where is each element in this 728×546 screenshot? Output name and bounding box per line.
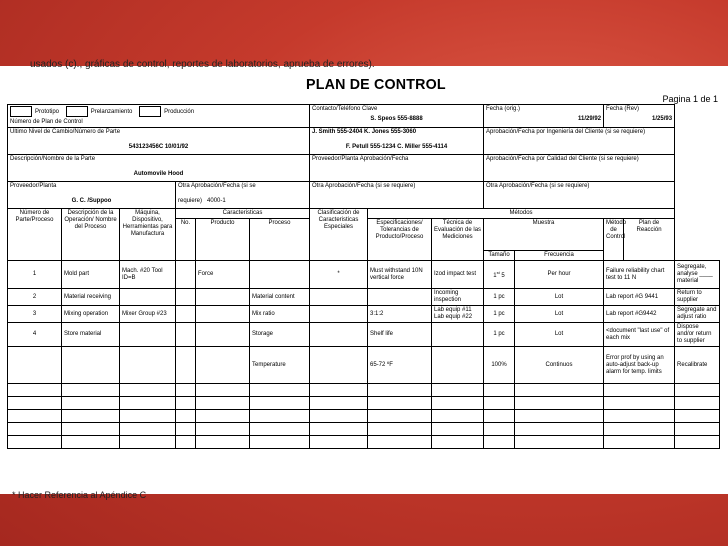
descripcion-value: Automovile Hood [133,171,184,177]
row-proc: Material content [250,289,310,306]
row-plan: Return to supplier [675,289,720,306]
otra-aprob-c-label: Otra Aprobación/Fecha (si se requiere) [486,183,590,189]
otra-aprob-label-2: requiere) [178,198,203,204]
col-maquina: Máquina, Dispositivo, Herramientas para Manufactura [120,209,176,261]
row-prod [196,306,250,323]
row-prod [196,289,250,306]
col-plan-reaccion: Plan de Reacción [624,219,675,261]
row-espec: Must withstand 10N vertical force [368,261,432,289]
col-numero: Número de Parte/Proceso [8,209,62,261]
row-num: 1 [8,261,62,289]
aprob-cal-label: Aprobación/Fecha por Calidad del Cliente (si se requiere) [486,156,639,162]
aprob-cal-cell [484,155,675,182]
row-no [176,261,196,289]
row-frec: Per hour [515,261,604,289]
row-maq [120,289,176,306]
otra-aprob-label: Otra Aprobación/Fecha (si se [178,183,256,189]
row-clas: * [310,261,368,289]
proveedor-label: Proveedor/Planta [10,183,57,189]
ultimo-nivel-value: 543123456C 10/01/92 [128,144,189,150]
otra-aprob-value: 4000-1 [207,198,226,204]
otra-aprob-c-cell [484,182,675,209]
row-proc: Temperature [250,347,310,384]
cut-off-text: usados (c)., gráficas de control, reportes de laboratorios, aprueba de errores). [30,59,375,70]
row-desc: Mixing operation [62,306,120,323]
page-number: Pagina 1 de 1 [662,94,718,104]
type-checkboxes [8,105,310,128]
proveedor-value: G. C. /Suppoo [71,198,112,204]
row-tec: Incoming inspection [432,289,484,306]
row-plan: Recalibrate [675,347,720,384]
row-espec: 3:1:2 [368,306,432,323]
fecha-orig-cell [484,105,604,128]
col-producto: Producto [196,219,250,261]
row-num: 4 [8,323,62,347]
row-tam: 100% [484,347,515,384]
produccion-label: Producción [164,109,195,116]
row-proc [250,261,310,289]
table-row [8,289,720,306]
col-metodo-control: Método de Control [604,219,624,261]
row-clas [310,323,368,347]
col-frecuencia: Frecuencia [515,251,604,261]
prelanzamiento-checkbox[interactable] [66,106,88,117]
row-tam-num: 1 [493,273,497,279]
empty-row [8,423,720,436]
descripcion-label: Descripción/Nombre de la Parte [10,156,96,162]
table-row [8,323,720,347]
aprob-ing-label: Aprobación/Fecha por Ingeniería del Cliente (si se requiere) [486,129,646,135]
equipo-cell [310,128,484,155]
row-tec [432,347,484,384]
row-frec: Lot [515,306,604,323]
prototipo-checkbox[interactable] [10,106,32,117]
row-proc: Storage [250,323,310,347]
col-no: No. [176,219,196,261]
row-num [8,347,62,384]
row-tam [484,261,515,289]
row-maq: Mixer Group #23 [120,306,176,323]
col-descripcion: Descripción de la Operación/ Nombre del Proceso [62,209,120,261]
aprob-ing-cell [484,128,675,155]
row-plan: Segregate, analyse ____ material [675,261,720,289]
row-metodo: <document "last use" of each mix [604,323,675,347]
row-espec: 65-72 ºF [368,347,432,384]
row-desc: Material receiving [62,289,120,306]
row-frec: Lot [515,289,604,306]
fecha-rev-cell [604,105,675,128]
empty-row [8,436,720,449]
row-frec: Continuos [515,347,604,384]
row-tam: 1 pc [484,289,515,306]
control-plan-table [7,104,720,449]
fecha-orig-label: Fecha (orig.) [486,106,521,112]
prelanzamiento-label: Prelanzamiento [90,109,133,116]
otra-aprob-cell [176,182,310,209]
col-proceso: Proceso [250,219,310,261]
fecha-orig-value: 11/29/92 [578,116,602,122]
row-espec: Shelf life [368,323,432,347]
row-plan: Segregate and adjust ratio [675,306,720,323]
row-tam: 1 pc [484,323,515,347]
table-row [8,306,720,323]
row-clas [310,306,368,323]
row-maq [120,347,176,384]
row-espec [368,289,432,306]
otra-aprob-b-label: Otra Aprobación/Fecha (si se requiere) [312,183,416,189]
row-prod [196,347,250,384]
numero-plan-label: Número de Plan de Control [10,119,83,125]
row-no [176,289,196,306]
col-especificaciones: Especificaciones/ Tolerancias de Producto/Proceso [368,219,432,261]
footnote: * Hacer Referencia al Apéndice C [12,490,147,500]
equipo-value-1: J. Smith 555-2404 K. Jones 555-3060 [312,129,417,135]
row-desc [62,347,120,384]
row-tec: Izod impact test [432,261,484,289]
row-desc: Store material [62,323,120,347]
row-desc: Mold part [62,261,120,289]
row-no [176,347,196,384]
empty-row [8,397,720,410]
contacto-cell [310,105,484,128]
prototipo-label: Prototipo [35,109,60,116]
equipo-value-2: F. Petull 555-1234 C. Miller 555-4114 [345,144,448,150]
control-plan-document [0,59,728,500]
fecha-rev-value: 1/25/93 [652,116,673,122]
produccion-checkbox[interactable] [139,106,161,117]
row-tam-rest: 5 [499,273,505,279]
row-metodo: Lab report #G9442 [604,306,675,323]
row-prod [196,323,250,347]
empty-row [8,410,720,423]
col-tamano: Tamaño [484,251,515,261]
row-maq: Mach. #20 Tool ID=B [120,261,176,289]
proveedor-aprob-label: Proveedor/Planta Aprobación/Fecha [312,156,409,162]
ultimo-nivel-cell [8,128,310,155]
row-plan: Dispose and/or return to supplier [675,323,720,347]
row-no [176,306,196,323]
descripcion-cell [8,155,310,182]
col-muestra: Muestra [484,219,604,251]
col-metodos: Métodos [368,209,675,219]
row-prod: Force [196,261,250,289]
ultimo-nivel-label: Ultimo Nivel de Cambio/Número de Parte [10,129,121,135]
row-metodo: Error prof by using an auto-adjust back-up alarm for temp. limits [604,347,675,384]
row-num: 2 [8,289,62,306]
proveedor-aprob-cell [310,155,484,182]
row-metodo: Lab report #G 9441 [604,289,675,306]
row-tam: 1 pc [484,306,515,323]
row-metodo: Failure reliability chart test to 11 N [604,261,675,289]
contacto-label: Contacto/Teléfono Clave [312,106,378,112]
table-row [8,347,720,384]
contacto-value: S. Speos 555-8888 [370,116,423,122]
page-title: PLAN DE CONTROL [306,76,446,93]
row-clas [310,289,368,306]
row-frec: Lot [515,323,604,347]
row-tam-sup: st [496,270,500,275]
row-tec: Lab equip #11 Lab equip #22 [432,306,484,323]
row-maq [120,323,176,347]
col-tecnica: Técnica de Evaluación de las Mediciones [432,219,484,261]
table-row [8,261,720,289]
row-clas [310,347,368,384]
fecha-rev-label: Fecha (Rev) [606,106,640,112]
row-no [176,323,196,347]
row-tec [432,323,484,347]
empty-row [8,384,720,397]
row-proc: Mix ratio [250,306,310,323]
row-num: 3 [8,306,62,323]
otra-aprob-b-cell [310,182,484,209]
proveedor-cell [8,182,176,209]
col-clasificacion: Clasificación de Caracteristicas Especiales [310,209,368,261]
col-caracteristicas: Caracteristicas [176,209,310,219]
